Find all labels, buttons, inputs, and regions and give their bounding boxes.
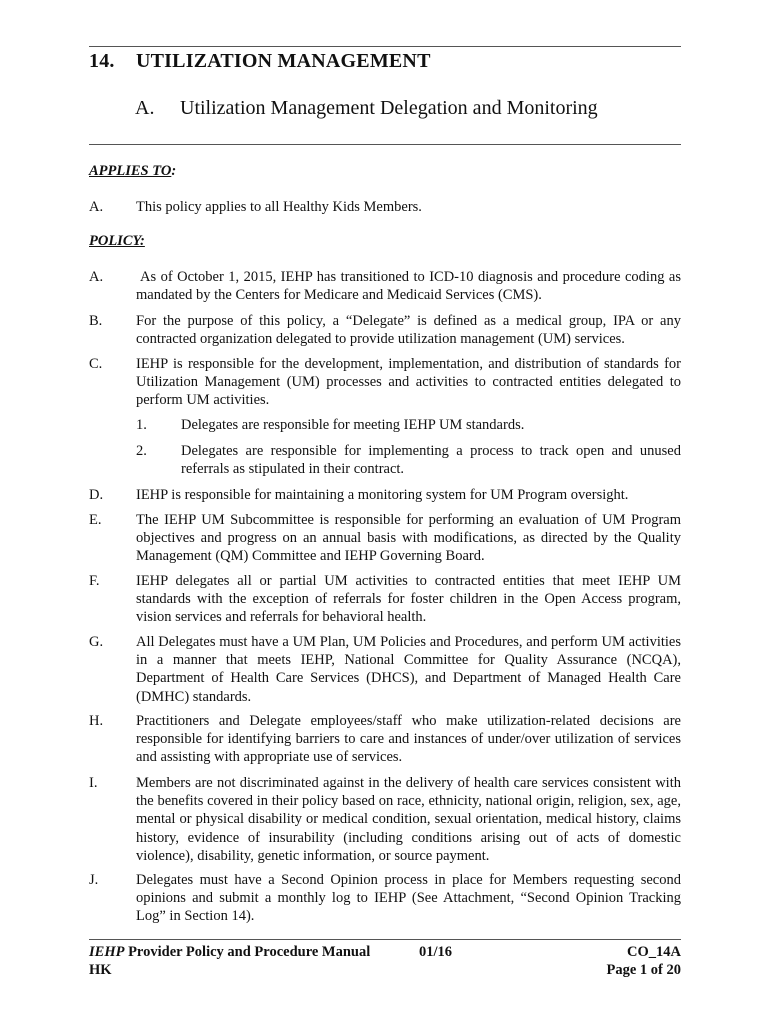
item-text: As of October 1, 2015, IEHP has transitioned to ICD-10 diagnosis and procedure coding as mandated by the Centers for Medicare and Medicaid Services (CMS). (136, 269, 681, 304)
item-letter: A. (89, 199, 104, 215)
item-letter: E. (89, 512, 102, 528)
section-heading (89, 50, 431, 73)
item-text: This policy applies to all Healthy Kids Members. (136, 199, 422, 215)
item-letter: D. (89, 487, 104, 503)
item-text: IEHP is responsible for the development, implementation, and distribution of standards for Utilization Management (UM) processes and activities to contracted entities delegated to perform UM activities. (136, 356, 681, 409)
policy-code: CO_14A (627, 944, 681, 960)
revision-date: 01/16 (419, 944, 453, 960)
policy-item-j (89, 871, 681, 926)
program-label: HK (89, 962, 112, 978)
section-title: UTILIZATION MANAGEMENT (136, 50, 431, 72)
item-letter: H. (89, 713, 104, 729)
subitem-number: 2. (136, 443, 147, 459)
subsection-title: Utilization Management Delegation and Monitoring (180, 97, 598, 119)
item-letter: J. (89, 872, 99, 888)
item-text: Practitioners and Delegate employees/staff who make utilization-related decisions are responsible for identifying barriers to care and instances of under/over utilization of services and assisting with appropriate use of services. (136, 713, 681, 766)
section-number: 14. (89, 50, 115, 72)
subitem-number: 1. (136, 417, 147, 433)
policy-item-d (89, 486, 681, 504)
applies-to-label: APPLIES TO: (89, 163, 177, 179)
item-text: The IEHP UM Subcommittee is responsible for performing an evaluation of UM Program objectives and progress on an annual basis with modifications, as directed by the Quality Management (QM) Committee and IEHP Governing Board. (136, 512, 681, 565)
item-text: Members are not discriminated against in the delivery of health care services consistent with the benefits covered in their policy based on race, ethnicity, national origin, religion, sex, age, mental or physical disability or medical condition, sexual orientation, medical history, claims history, evidence of insurability (including conditions arising out of acts of domestic violence), disability, genetic information, or source payment. (136, 775, 681, 864)
heading-rule (89, 144, 681, 145)
policy-item-g (89, 633, 681, 706)
item-letter: F. (89, 573, 100, 589)
policy-subitem-c1 (136, 416, 681, 434)
item-letter: I. (89, 775, 98, 791)
policy-subitem-c2 (136, 442, 681, 478)
subsection-heading (135, 97, 598, 120)
footer-rule (89, 939, 681, 940)
manual-title: IEHP Provider Policy and Procedure Manual (89, 944, 371, 960)
policy-item-i (89, 774, 681, 865)
item-letter: C. (89, 356, 103, 372)
policy-item-b (89, 312, 681, 348)
item-letter: A. (89, 269, 104, 285)
top-rule (89, 46, 681, 47)
item-text: IEHP is responsible for maintaining a monitoring system for UM Program oversight. (136, 487, 629, 503)
item-text: For the purpose of this policy, a “Delegate” is defined as a medical group, IPA or any contracted organization delegated to provide utilization management (UM) services. (136, 313, 681, 348)
subsection-letter: A. (135, 97, 155, 119)
subitem-text: Delegates are responsible for meeting IEHP UM standards. (181, 417, 525, 433)
item-text: All Delegates must have a UM Plan, UM Policies and Procedures, and perform UM activities in a manner that meets IEHP, National Committee for Quality Assurance (NCQA), Department of Health Care Services (DHCS), and Department of Managed Health Care (DMHC) standards. (136, 634, 681, 705)
page-number: Page 1 of 20 (606, 962, 681, 978)
policy-item-h (89, 712, 681, 767)
policy-item-e (89, 511, 681, 566)
policy-item-f (89, 572, 681, 627)
policy-label: POLICY: (89, 233, 145, 249)
item-letter: B. (89, 313, 103, 329)
policy-item-c (89, 355, 681, 410)
policy-item-a (89, 268, 681, 304)
item-text: Delegates must have a Second Opinion process in place for Members requesting second opinions and submit a monthly log to IEHP (See Attachment, “Second Opinion Tracking Log” in Section 14). (136, 872, 681, 925)
subitem-text: Delegates are responsible for implementing a process to track open and unused referrals as stipulated in their contract. (181, 443, 681, 478)
item-text: IEHP delegates all or partial UM activities to contracted entities that meet IEHP UM standards with the exception of referrals for foster children in the Open Access program, vision services and referrals for behavioral health. (136, 573, 681, 626)
applies-to-item (89, 198, 681, 216)
item-letter: G. (89, 634, 104, 650)
